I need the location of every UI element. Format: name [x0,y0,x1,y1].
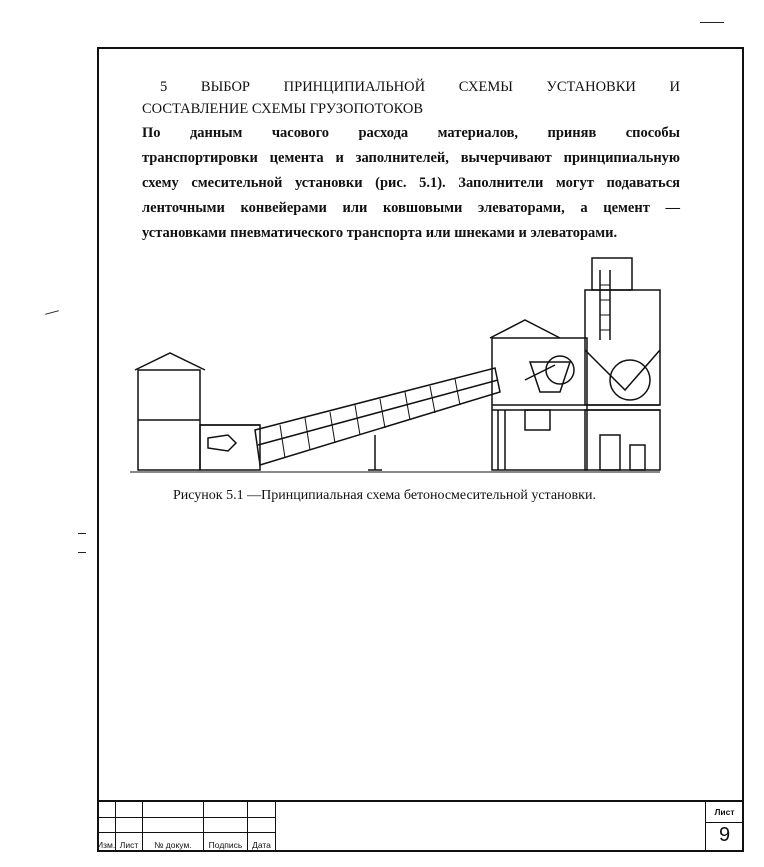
title-block-column [204,802,248,852]
body-line: установками пневматического транспорта или шнеками и элеваторами. [142,225,618,241]
scan-mark [700,22,724,23]
title-block [97,800,744,852]
column-label: Изм. [97,840,116,850]
body-line: По данным часового расхода материалов, приняв способы [142,125,680,141]
column-label: Лист [119,840,139,850]
section-heading-line1: 5 ВЫБОР ПРИНЦИПИАЛЬНОЙ СХЕМЫ УСТАНОВКИ И [160,79,680,95]
sheet-number: 9 [718,824,731,846]
scan-mark [78,552,86,553]
column-label: Дата [252,840,271,850]
figure-caption: Рисунок 5.1 —Принципиальная схема бетоносмесительной установки. [173,488,596,503]
body-line: ленточными конвейерами или ковшовыми элеваторами, а цемент — [142,200,680,216]
body-line: транспортировки цемента и заполнителей, вычерчивают принципиальную [142,150,680,166]
plant-schematic-figure [130,250,670,480]
title-block-column [116,802,143,852]
sheet-cell [705,802,743,852]
scan-mark [78,533,86,534]
column-label: № докум. [154,840,192,850]
title-block-column [143,802,204,852]
title-block-column [97,802,116,852]
title-block-column [248,802,276,852]
scan-mark [45,310,59,315]
sheet-label: Лист [714,807,735,817]
column-label: Подпись [208,840,243,850]
body-line: схему смесительной установки (рис. 5.1). Заполнители могут подаваться [142,175,680,191]
section-heading-line2: СОСТАВЛЕНИЕ СХЕМЫ ГРУЗОПОТОКОВ [142,101,424,117]
